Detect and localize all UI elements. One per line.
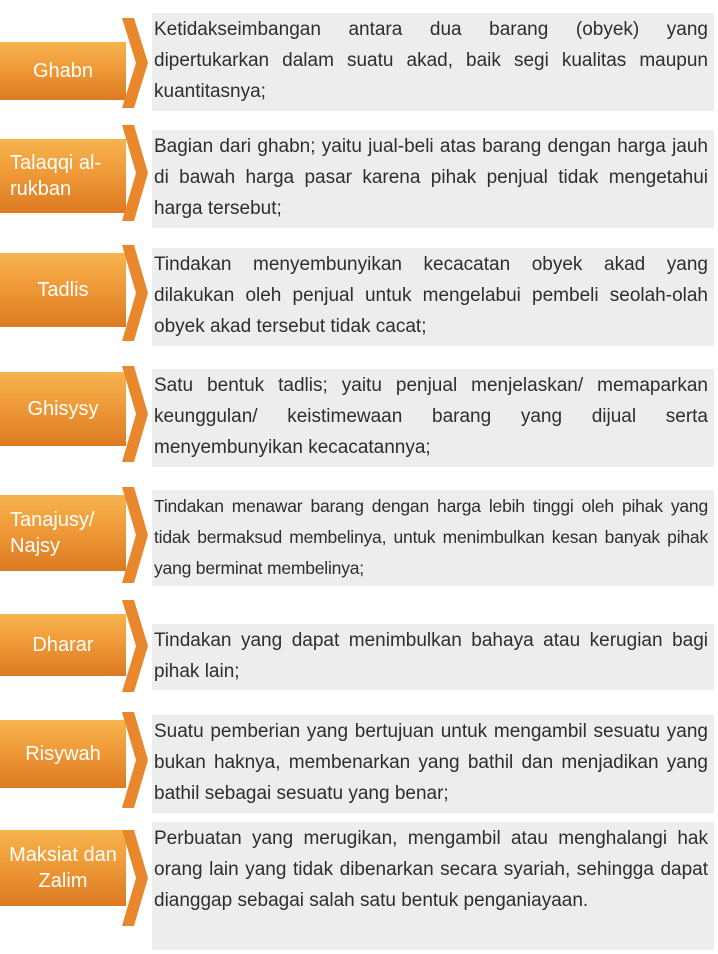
term-tag [0,495,126,571]
term-label: Tadlis [37,279,89,301]
term-definition: Tindakan menawar barang dengan harga lebih tinggi oleh pihak yang tidak bermaksud membelinya, untuk menimbulkan kesan banyak pihak yang berminat membelinya; [152,490,714,586]
term-label: Risywah [25,743,101,765]
chevron-right-icon [120,600,150,692]
term-label: Ghisysy [27,398,99,420]
term-label: Tanajusy/ Najsy [10,509,95,557]
term-label: Talaqqi al-rukban [10,152,102,200]
term-definition: Suatu pemberian yang bertujuan untuk mengambil sesuatu yang bukan haknya, membenarkan yang bathil dan menjadikan yang bathil sebagai sesuatu yang benar; [152,715,714,813]
chevron-right-icon [120,366,150,462]
term-definition: Satu bentuk tadlis; yaitu penjual menjelaskan/ memaparkan keunggulan/ keistimewaan barang yang dijual serta menyembunyikan kecacatannya; [152,369,714,467]
chevron-right-icon [120,245,150,341]
term-tag [0,42,126,100]
term-label: Maksiat dan Zalim [9,844,117,892]
chevron-right-icon [120,487,150,583]
term-tag [0,614,126,676]
term-tag [0,253,126,327]
chevron-right-icon [120,125,150,221]
term-definition: Ketidakseimbangan antara dua barang (obyek) yang dipertukarkan dalam suatu akad, baik segi kualitas maupun kuantitasnya; [152,13,714,111]
term-tag [0,372,126,446]
term-label: Ghabn [32,60,94,82]
term-label: Dharar [32,634,94,656]
term-tag [0,830,126,906]
term-definition: Tindakan menyembunyikan kecacatan obyek akad yang dilakukan oleh penjual untuk mengelabui pembeli seolah-olah obyek akad tersebut tidak cacat; [152,248,714,346]
term-definition: Bagian dari ghabn; yaitu jual-beli atas barang dengan harga jauh di bawah harga pasar karena pihak penjual tidak mengetahui harga tersebut; [152,130,714,228]
term-definition: Tindakan yang dapat menimbulkan bahaya atau kerugian bagi pihak lain; [152,624,714,690]
term-tag [0,720,126,788]
term-tag [0,139,126,213]
chevron-right-icon [120,18,150,108]
chevron-right-icon [120,830,150,926]
chevron-right-icon [120,712,150,808]
term-definition: Perbuatan yang merugikan, mengambil atau menghalangi hak orang lain yang tidak dibenarkan secara syariah, sehingga dapat dianggap sebagai salah satu bentuk penganiayaan. [152,822,714,950]
